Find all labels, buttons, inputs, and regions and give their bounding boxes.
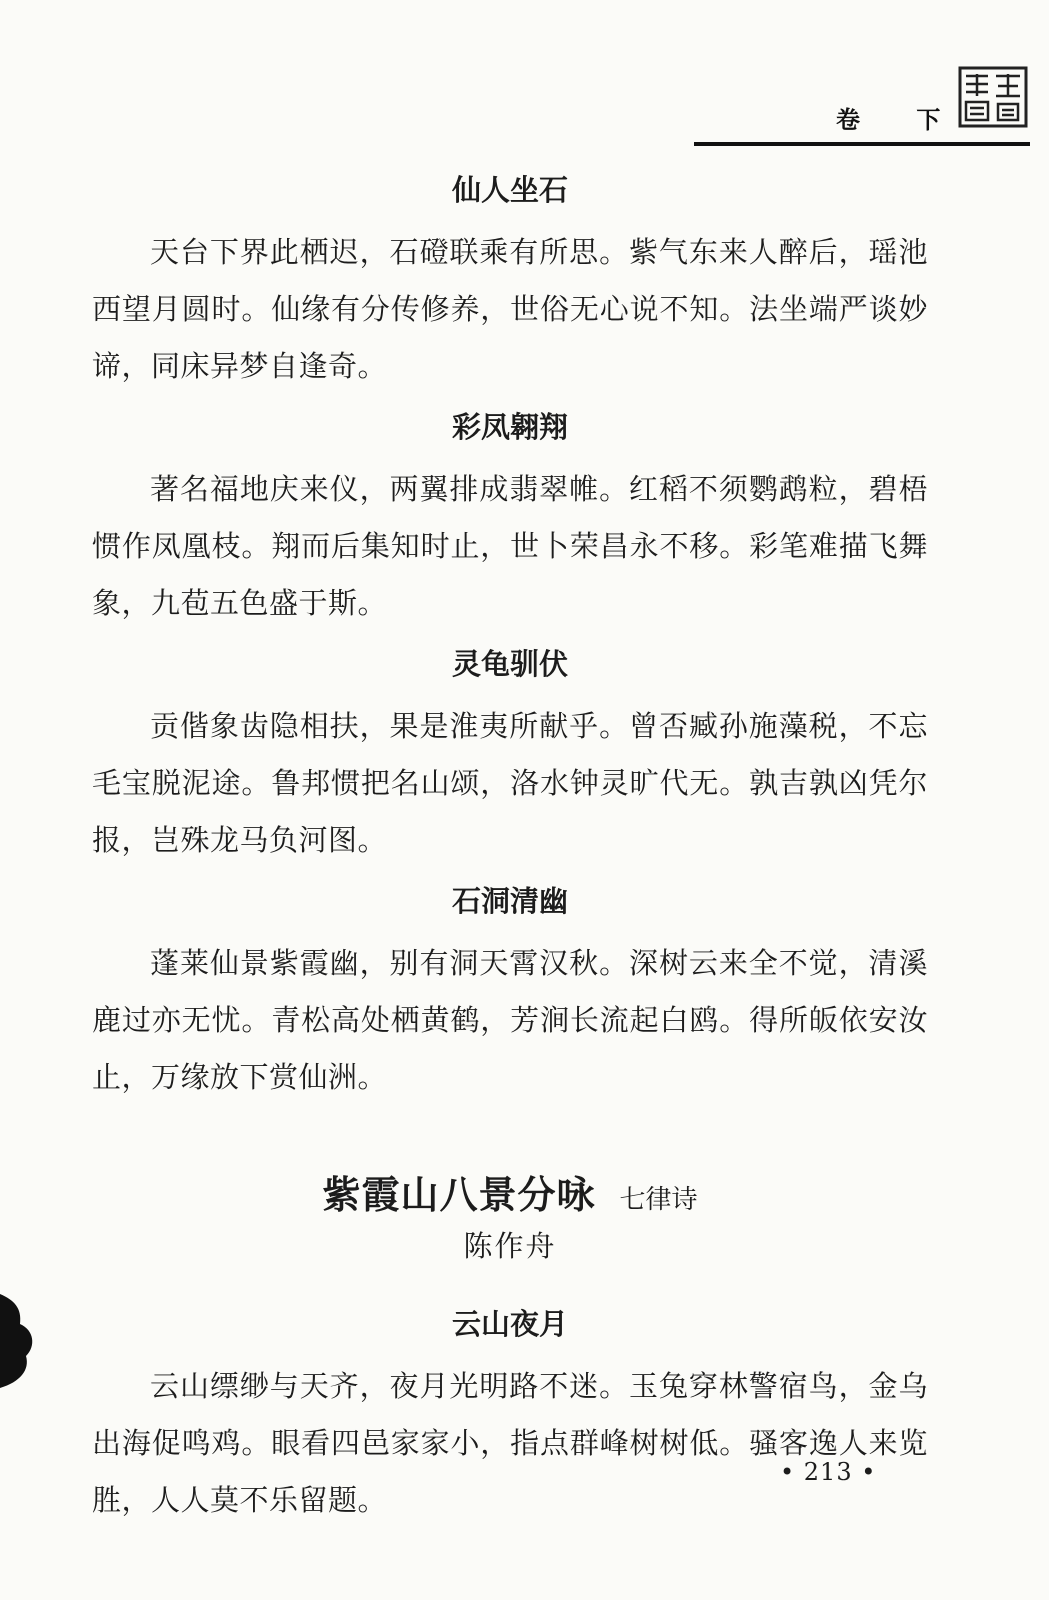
poem-title: 石洞清幽 xyxy=(451,884,568,918)
work-author: 陈作舟 xyxy=(463,1229,557,1263)
header-rule xyxy=(694,142,1030,146)
poem-title: 仙人坐石 xyxy=(451,173,568,207)
poem-body: 天台下界此栖迟，石磴联乘有所思。紫气东来人醉后，瑶池西望月圆时。仙缘有分传修养，世俗无心说不知。法坐端严谈妙谛，同床异梦自逢奇。 xyxy=(92,235,928,383)
poem-body: 云山缥缈与天齐，夜月光明路不迷。玉兔穿林警宿鸟，金乌出海促鸣鸡。眼看四邑家家小，指点群峰树树低。骚客逸人来览胜，人人莫不乐留题。 xyxy=(92,1369,928,1517)
poem-body: 蓬莱仙景紫霞幽，别有洞天霄汉秋。深树云来全不觉，清溪鹿过亦无忧。青松高处栖黄鹤，芳涧长流起白鸥。得所皈依安汝止，万缘放下赏仙洲。 xyxy=(92,946,928,1094)
page-number: • 213 • xyxy=(780,1458,877,1486)
poem-body: 贡偕象齿隐相扶，果是淮夷所献乎。曾否臧孙施藻税，不忘毛宝脱泥途。鲁邦惯把名山颂，洛水钟灵旷代无。孰吉孰凶凭尔报，岂殊龙马负河图。 xyxy=(92,709,928,857)
running-head: 卷 下 xyxy=(836,106,965,134)
work-form: 七律诗 xyxy=(619,1185,698,1215)
poem-title: 灵龟驯伏 xyxy=(451,647,568,681)
poem-title: 彩凤翱翔 xyxy=(451,410,568,444)
page-content xyxy=(92,168,928,1539)
work-heading xyxy=(92,1164,928,1220)
poem-body: 著名福地庆来仪，两翼排成翡翠帷。红稻不须鹦鹉粒，碧梧惯作凤凰枝。翔而后集知时止，世卜荣昌永不移。彩笔难描飞舞象，九苞五色盛于斯。 xyxy=(92,472,928,620)
scan-edge-blot xyxy=(0,1290,40,1390)
poem-title: 云山夜月 xyxy=(451,1307,568,1341)
seal-logo-icon xyxy=(958,66,1028,128)
work-title: 紫霞山八景分咏 xyxy=(322,1172,596,1217)
